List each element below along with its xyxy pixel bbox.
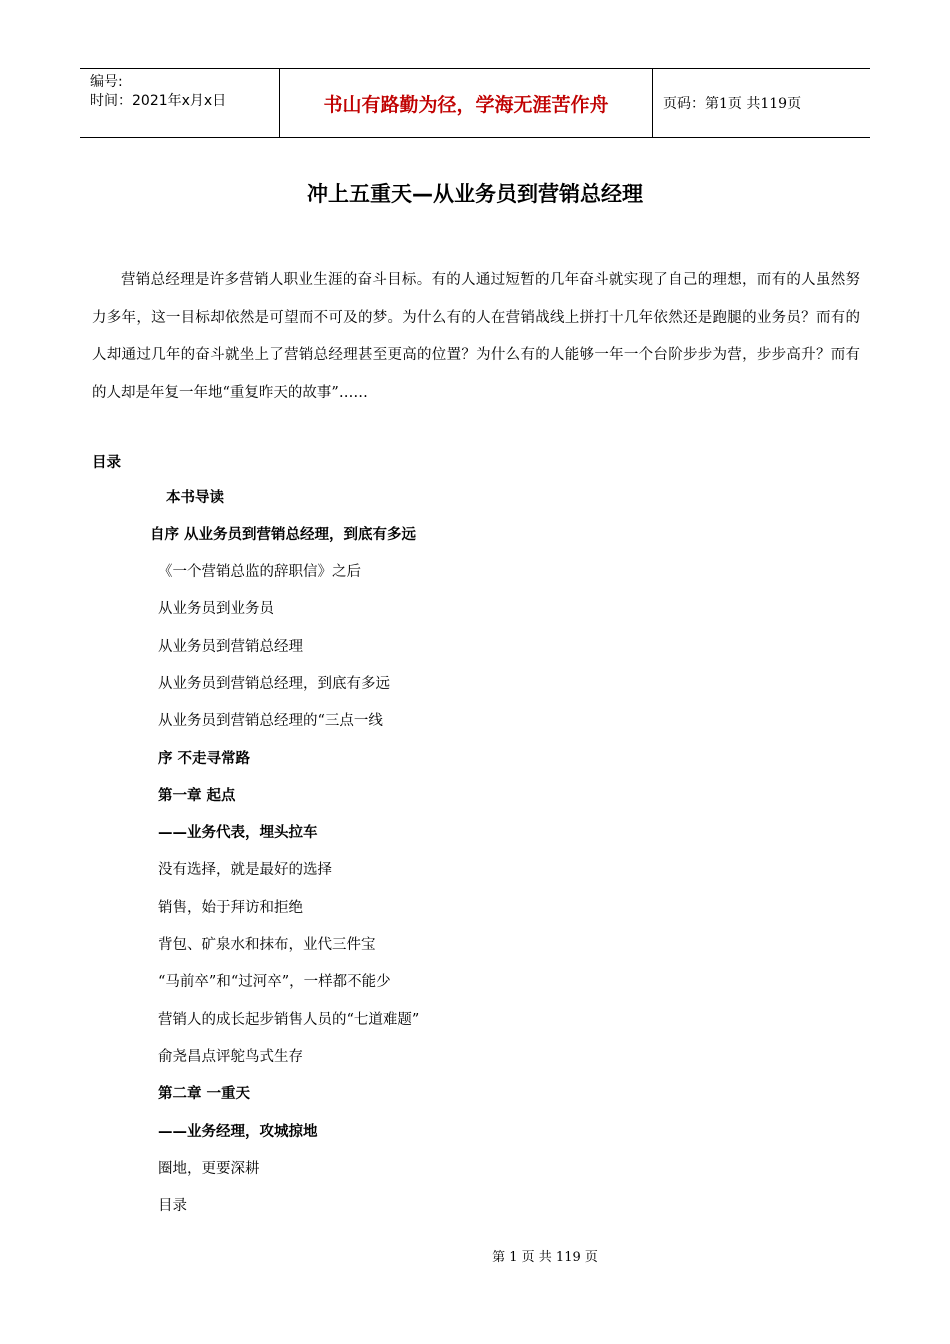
toc-item: 自序 从业务员到营销总经理，到底有多远 bbox=[150, 527, 417, 543]
intro-paragraph: 营销总经理是许多营销人职业生涯的奋斗目标。有的人通过短暂的几年奋斗就实现了自己的理想，而有的人虽然努力多年，这一目标却依然是可望而不可及的梦。为什么有的人在营销战线上拼打十几年依然还是跑腿的业务员？而有的人却通过几年的奋斗就坐上了营销总经理甚至更高的位置？为什么有的人能够一年一个台阶步步为营，步步高升？而有的人却是年复一年地“重复昨天的故事”…… bbox=[92, 272, 860, 401]
toc-heading: 目录 bbox=[92, 455, 121, 471]
toc-item: 从业务员到营销总经理 bbox=[158, 639, 303, 655]
toc-item: 第二章 一重天 bbox=[158, 1086, 251, 1102]
toc-item: 销售，始于拜访和拒绝 bbox=[158, 900, 303, 916]
toc-item: 本书导读 bbox=[166, 490, 224, 506]
document-title: 冲上五重天—从业务员到营销总经理 bbox=[307, 182, 643, 206]
toc-item: ——业务代表，埋头拉车 bbox=[158, 825, 318, 841]
header-page-info: 页码：第1页 共119页 bbox=[663, 96, 802, 112]
toc-item: 从业务员到营销总经理的“三点一线 bbox=[158, 713, 383, 729]
toc-item: 从业务员到营销总经理，到底有多远 bbox=[158, 676, 390, 692]
toc-item: 没有选择，就是最好的选择 bbox=[158, 862, 332, 878]
toc-item: 目录 bbox=[158, 1198, 187, 1214]
header-table bbox=[80, 68, 870, 138]
time-label: 时间：2021年x月x日 bbox=[90, 93, 227, 109]
header-motto: 书山有路勤为径，学海无涯苦作舟 bbox=[280, 69, 653, 137]
page-footer bbox=[0, 1246, 950, 1265]
toc-item: 营销人的成长起步销售人员的“七道难题” bbox=[158, 1012, 420, 1028]
toc-item: 《一个营销总监的辞职信》之后 bbox=[158, 564, 361, 580]
footer-page-number: 第 1 页 共 119 页 bbox=[492, 1250, 598, 1265]
toc-item: 第一章 起点 bbox=[158, 788, 236, 804]
number-label: 编号: bbox=[90, 74, 123, 90]
header-meta-cell bbox=[80, 69, 280, 137]
toc-item: ——业务经理，攻城掠地 bbox=[158, 1124, 318, 1140]
toc-item: “马前卒”和“过河卒”，一样都不能少 bbox=[158, 974, 391, 990]
toc-item: 从业务员到业务员 bbox=[158, 601, 274, 617]
toc-item: 圈地，更要深耕 bbox=[158, 1161, 260, 1177]
toc-item: 背包、矿泉水和抹布，业代三件宝 bbox=[158, 937, 376, 953]
toc-item: 俞尧昌点评鸵鸟式生存 bbox=[158, 1049, 303, 1065]
toc-item: 序 不走寻常路 bbox=[158, 751, 251, 767]
